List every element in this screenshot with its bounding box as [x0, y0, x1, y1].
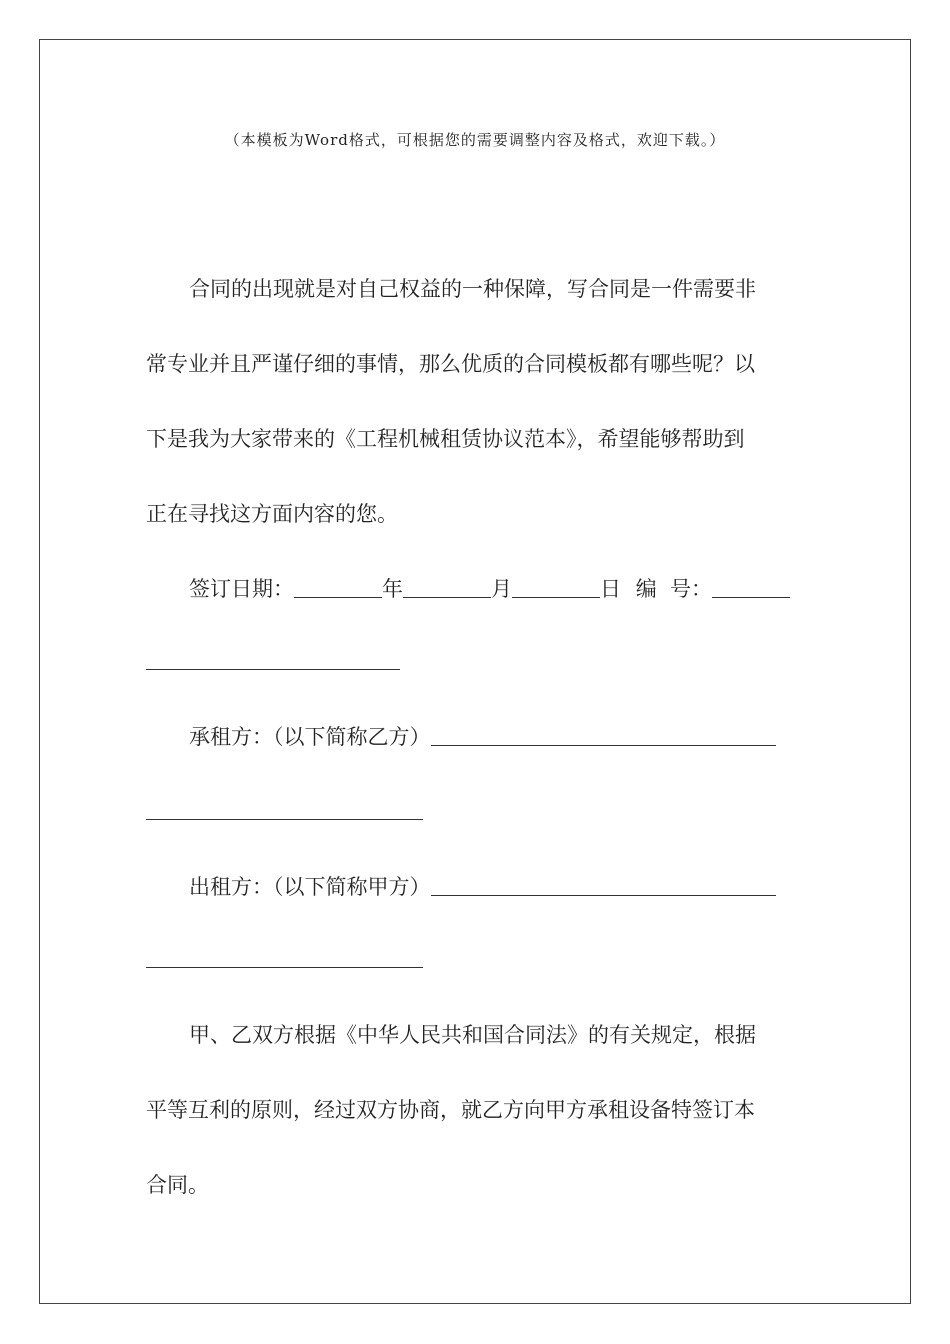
lessor-blank-continued[interactable] — [146, 967, 423, 968]
month-blank[interactable] — [403, 577, 491, 598]
lessor-blank[interactable] — [431, 875, 776, 896]
sign-date-label: 签订日期： — [189, 577, 294, 601]
lessee-blank[interactable] — [431, 725, 776, 746]
intro-line-2: 常专业并且严谨仔细的事情，那么优质的合同模板都有哪些呢？以 — [146, 352, 755, 376]
sign-date-row — [189, 574, 790, 604]
body-line-3: 合同。 — [146, 1173, 209, 1197]
intro-line-3: 下是我为大家带来的《工程机械租赁协议范本》，希望能够帮助到 — [146, 427, 745, 451]
intro-line-4: 正在寻找这方面内容的您。 — [146, 502, 398, 526]
body-line-1: 甲、乙双方根据《中华人民共和国合同法》的有关规定，根据 — [189, 1023, 756, 1047]
number-blank-continued[interactable] — [146, 669, 400, 670]
lessee-blank-continued[interactable] — [146, 819, 423, 820]
month-label: 月 — [491, 577, 512, 601]
intro-line-1: 合同的出现就是对自己权益的一种保障，写合同是一件需要非 — [189, 277, 756, 301]
lessor-row — [189, 872, 776, 902]
lessor-label: 出租方：（以下简称甲方） — [189, 875, 431, 899]
day-label: 日 — [600, 577, 621, 601]
lessee-row — [189, 722, 776, 752]
year-label: 年 — [382, 577, 403, 601]
number-blank[interactable] — [712, 577, 790, 598]
template-note: （本模板为Word格式，可根据您的需要调整内容及格式，欢迎下载。） — [224, 131, 726, 149]
body-line-2: 平等互利的原则，经过双方协商，就乙方向甲方承租设备特签订本 — [146, 1098, 755, 1122]
day-blank[interactable] — [512, 577, 600, 598]
number-label: 编 号： — [635, 577, 713, 601]
year-blank[interactable] — [294, 577, 382, 598]
lessee-label: 承租方：（以下简称乙方） — [189, 725, 431, 749]
